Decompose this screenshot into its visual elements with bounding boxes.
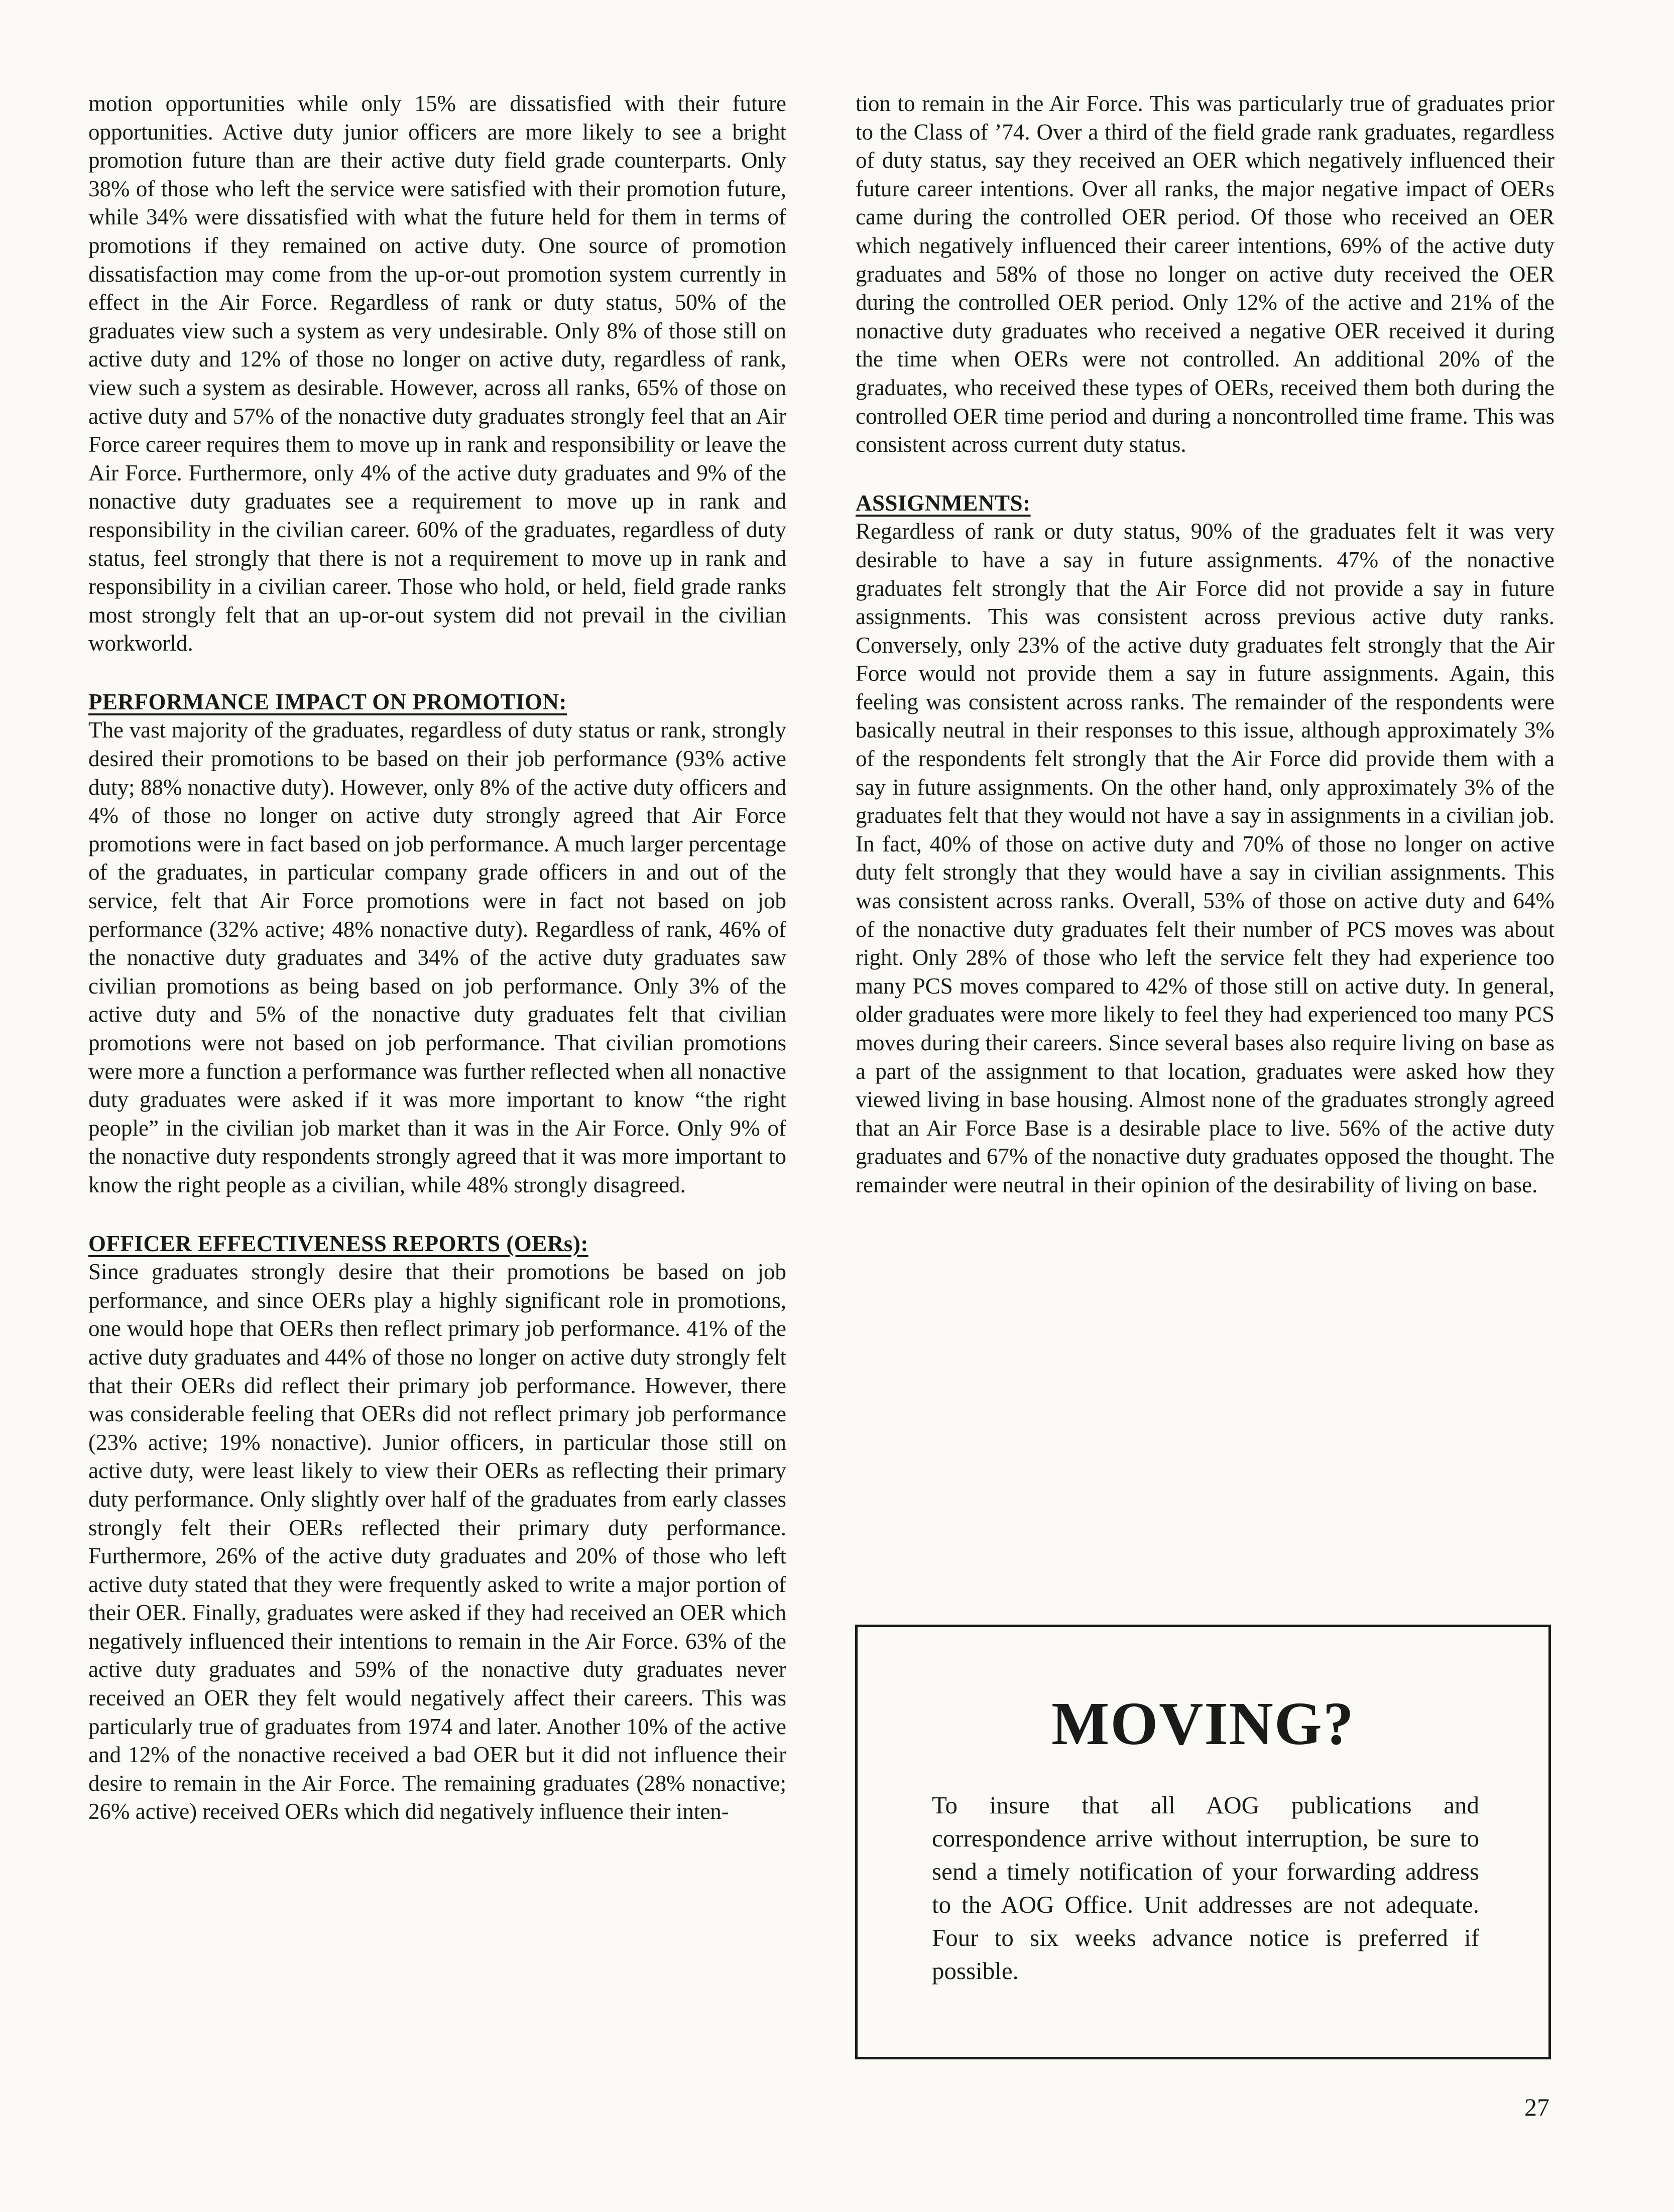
- page-number: 27: [1524, 2093, 1549, 2121]
- assignments-paragraph: Regardless of rank or duty status, 90% of the graduates felt it was very desirable to have a say in future assignments. 47% of the nonactive graduates felt strongly that the Air Force did not provide a say in future assignments. This was consistent across previous active duty ranks. Conversely, only 23% of the active duty graduates felt strongly that the Air Force would not provide them a say in future assignments. Again, this feeling was consistent across ranks. The remainder of the respondents were basically neutral in their responses to this issue, although approximately 3% of the respondents felt strongly that the Air Force did provide them with a say in future assignments. On the other hand, only approximately 3% of the graduates felt that they would not have a say in assignments in a civilian job. In fact, 40% of those on active duty and 70% of those no longer on active duty felt strongly that they would have a say in civilian assignments. This was consistent across ranks. Overall, 53% of those on active duty and 64% of the nonactive duty graduates felt their number of PCS moves was about right. Only 28% of those who left the service felt they had experience too many PCS moves compared to 42% of those still on active duty. In general, older graduates were more likely to feel they had experienced too many PCS moves during their careers. Since several bases also require living on base as a part of the assignment to that location, graduates were asked how they viewed living in base housing. Almost none of the graduates strongly agreed that an Air Force Base is a desirable place to live. 56% of the active duty graduates and 67% of the nonactive duty graduates opposed the thought. The remainder were neutral in their opinion of the desirability of living on base.: [856, 519, 1555, 1197]
- performance-impact-paragraph: The vast majority of the graduates, regardless of duty status or rank, strongly desired their promotions to be based on their job performance (93% active duty; 88% nonactive duty). However, only 8% of the active duty officers and 4% of those no longer on active duty strongly agreed that Air Force promotions were in fact based on job performance. A much larger percentage of the graduates, in particular company grade officers in and out of the service, felt that Air Force promotions were in fact not based on job performance (32% active; 48% nonactive duty). Regardless of rank, 46% of the nonactive duty graduates and 34% of the active duty graduates saw civilian promotions as being based on job performance. Only 3% of the active duty and 5% of the nonactive duty graduates felt that civilian promotions were not based on job performance. That civilian promotions were more a function a performance was further reflected when all nonactive duty graduates were asked if it was more important to know “the right people” in the civilian job market than it was in the Air Force. Only 9% of the nonactive duty respondents strongly agreed that it was more important to know the right people as a civilian, while 48% strongly disagreed.: [88, 717, 786, 1197]
- oer-paragraph: Since graduates strongly desire that their promotions be based on job performance, and since OERs play a highly significant role in promotions, one would hope that OERs then reflect primary job performance. 41% of the active duty graduates and 44% of those no longer on active duty strongly felt that their OERs did reflect their primary job performance. However, there was considerable feeling that OERs did not reflect primary job performance (23% active; 19% nonactive). Junior officers, in particular those still on active duty, were least likely to view their OERs as reflecting their primary duty performance. Only slightly over half of the graduates from early classes strongly felt their OERs reflected their primary duty performance. Furthermore, 26% of the active duty graduates and 20% of those who left active duty stated that they were frequently asked to write a major portion of their OER. Finally, graduates were asked if they had received an OER which negatively influenced their intentions to remain in the Air Force. 63% of the active duty graduates and 59% of the nonactive duty graduates never received an OER they felt would negatively affect their careers. This was particularly true of graduates from 1974 and later. Another 10% of the active and 12% of the nonactive received a bad OER but it did not influence their desire to remain in the Air Force. The remaining graduates (28% nonactive; 26% active) received OERs which did negatively influence their inten-: [88, 1259, 786, 1824]
- moving-notice-text: To insure that all AOG publications and correspondence arrive without interruption, be sure to send a timely notification of your forwarding address to the AOG Office. Unit addresses are not adequate. Four to six weeks advance notice is preferred if possible.: [932, 1791, 1479, 1985]
- right-column: [856, 89, 1555, 1199]
- oer-heading: OFFICER EFFECTIVENESS REPORTS (OERs):: [88, 1231, 588, 1256]
- left-column: [88, 89, 786, 1826]
- promotion-opportunities-paragraph: motion opportunities while only 15% are dissatisfied with their future opportunities. Active duty junior officers are more likely to see a bright promotion future than are their active duty field grade counterparts. Only 38% of those who left the service were satisfied with their promotion future, while 34% were dissatisfied with what the future held for them in terms of promotions if they remained on active duty. One source of promotion dissatisfaction may come from the up-or-out promotion system currently in effect in the Air Force. Regardless of rank or duty status, 50% of the graduates view such a system as very undesirable. Only 8% of those still on active duty and 12% of those no longer on active duty, regardless of rank, view such a system as desirable. However, across all ranks, 65% of those on active duty and 57% of the nonactive duty graduates strongly feel that an Air Force career requires them to move up in rank and responsibility or leave the Air Force. Furthermore, only 4% of the active duty graduates and 9% of the nonactive duty graduates see a requirement to move up in rank and responsibility in the civilian career. 60% of the graduates, regardless of duty status, feel strongly that there is not a requirement to move up in rank and responsibility in a civilian career. Those who hold, or held, field grade ranks most strongly felt that an up-or-out system did not prevail in the civilian workworld.: [88, 91, 786, 656]
- moving-notice-box: [855, 1625, 1551, 2059]
- moving-notice-title: MOVING?: [1051, 1690, 1355, 1758]
- oer-continued-paragraph: tion to remain in the Air Force. This was particularly true of graduates prior to the Class of ’74. Over a third of the field grade rank graduates, regardless of duty status, say they received an OER which negatively influenced their future career intentions. Over all ranks, the major negative impact of OERs came during the controlled OER period. Of those who received an OER which negatively influenced their career intentions, 69% of the active duty graduates and 58% of those no longer on active duty received the OER during the controlled OER period. Only 12% of the active and 21% of the nonactive duty graduates who received a negative OER received it during the time when OERs were not controlled. An additional 20% of the graduates, who received these types of OERs, received them both during the controlled OER time period and during a noncontrolled time frame. This was consistent across current duty status.: [856, 91, 1555, 457]
- performance-impact-heading: PERFORMANCE IMPACT ON PROMOTION:: [88, 689, 567, 714]
- assignments-heading: ASSIGNMENTS:: [856, 490, 1031, 516]
